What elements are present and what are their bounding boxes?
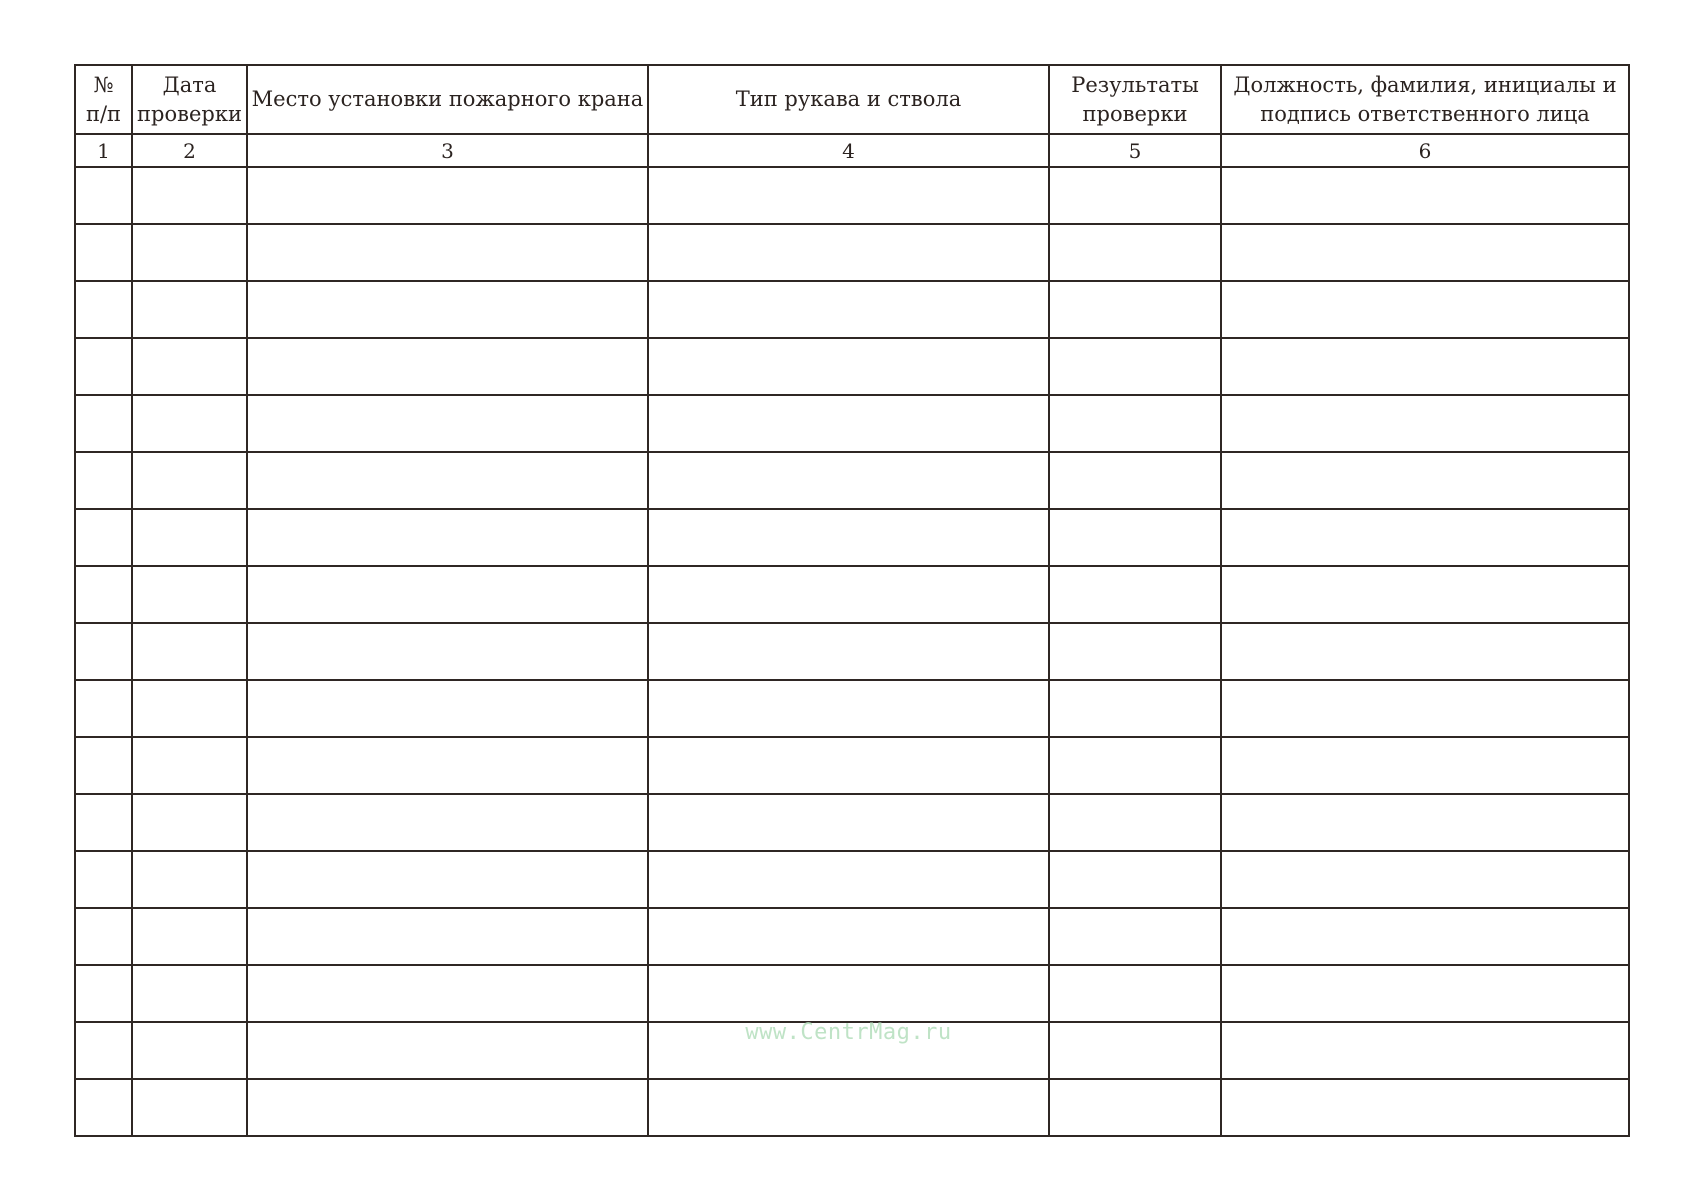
table-cell[interactable] <box>1049 452 1221 509</box>
table-cell[interactable] <box>75 509 132 566</box>
table-cell[interactable] <box>247 1079 648 1136</box>
table-cell[interactable] <box>1221 338 1629 395</box>
table-cell[interactable] <box>648 908 1049 965</box>
table-cell[interactable] <box>75 167 132 224</box>
table-cell[interactable] <box>1049 680 1221 737</box>
table-cell[interactable] <box>247 908 648 965</box>
table-cell[interactable] <box>75 965 132 1022</box>
table-cell[interactable] <box>75 623 132 680</box>
table-cell[interactable] <box>1221 167 1629 224</box>
table-cell[interactable] <box>1221 1079 1629 1136</box>
table-cell[interactable] <box>648 965 1049 1022</box>
table-cell[interactable] <box>247 167 648 224</box>
table-cell[interactable] <box>648 1079 1049 1136</box>
table-cell[interactable] <box>648 623 1049 680</box>
table-cell[interactable] <box>1221 623 1629 680</box>
table-cell[interactable] <box>247 566 648 623</box>
table-cell[interactable] <box>1049 737 1221 794</box>
table-row <box>75 965 1629 1022</box>
table-row <box>75 167 1629 224</box>
table-cell[interactable] <box>648 395 1049 452</box>
column-number: 6 <box>1221 134 1629 167</box>
table-row <box>75 680 1629 737</box>
table-row <box>75 281 1629 338</box>
header-cell-responsible: Должность, фамилия, инициалы и подпись ответственного лица <box>1221 65 1629 134</box>
table-cell[interactable] <box>648 851 1049 908</box>
table-cell[interactable] <box>132 908 247 965</box>
table-cell[interactable] <box>247 680 648 737</box>
table-cell[interactable] <box>132 1079 247 1136</box>
table-row <box>75 509 1629 566</box>
table-cell[interactable] <box>1221 452 1629 509</box>
table-cell[interactable] <box>648 281 1049 338</box>
table-cell[interactable] <box>648 680 1049 737</box>
column-number: 5 <box>1049 134 1221 167</box>
column-number-row <box>75 134 1629 167</box>
table-cell[interactable] <box>247 452 648 509</box>
table-cell[interactable] <box>75 1079 132 1136</box>
table-cell[interactable] <box>1221 737 1629 794</box>
table-cell[interactable] <box>132 509 247 566</box>
table-cell[interactable] <box>648 794 1049 851</box>
table-cell[interactable] <box>75 851 132 908</box>
table-cell[interactable] <box>132 965 247 1022</box>
table-cell[interactable] <box>1049 167 1221 224</box>
table-cell[interactable] <box>75 737 132 794</box>
table-cell[interactable] <box>247 224 648 281</box>
table-cell[interactable] <box>247 794 648 851</box>
table-body <box>75 167 1629 1136</box>
header-cell-date: Дата проверки <box>132 65 247 134</box>
table-cell[interactable] <box>1049 908 1221 965</box>
table-cell[interactable] <box>247 851 648 908</box>
table-cell[interactable] <box>247 338 648 395</box>
table-cell[interactable] <box>247 395 648 452</box>
header-row <box>75 65 1629 134</box>
table-cell[interactable] <box>1221 281 1629 338</box>
table-row <box>75 1079 1629 1136</box>
table-cell[interactable] <box>132 338 247 395</box>
table-row <box>75 395 1629 452</box>
table-row <box>75 851 1629 908</box>
table-cell[interactable] <box>247 737 648 794</box>
column-number: 1 <box>75 134 132 167</box>
table-cell[interactable] <box>247 623 648 680</box>
table-cell[interactable] <box>75 794 132 851</box>
table-cell[interactable] <box>75 452 132 509</box>
table-row <box>75 566 1629 623</box>
table-cell[interactable] <box>132 851 247 908</box>
table-cell[interactable] <box>1049 623 1221 680</box>
table-cell[interactable] <box>1049 566 1221 623</box>
table-cell[interactable] <box>132 281 247 338</box>
table-cell[interactable] <box>648 167 1049 224</box>
watermark: www.CentrMag.ru <box>745 1020 952 1045</box>
table-cell[interactable] <box>1049 851 1221 908</box>
fire-hydrant-inspection-table <box>74 64 1630 1137</box>
table-cell[interactable] <box>1049 224 1221 281</box>
table-cell[interactable] <box>247 281 648 338</box>
table-row <box>75 338 1629 395</box>
table-cell[interactable] <box>132 680 247 737</box>
table-cell[interactable] <box>1221 680 1629 737</box>
table-cell[interactable] <box>1049 395 1221 452</box>
table-cell[interactable] <box>648 452 1049 509</box>
table-cell[interactable] <box>648 224 1049 281</box>
table-cell[interactable] <box>648 509 1049 566</box>
table-cell[interactable] <box>132 452 247 509</box>
table-cell[interactable] <box>75 566 132 623</box>
table-cell[interactable] <box>132 395 247 452</box>
table-cell[interactable] <box>132 737 247 794</box>
table-cell[interactable] <box>1221 851 1629 908</box>
table-cell[interactable] <box>648 338 1049 395</box>
table-cell[interactable] <box>1221 908 1629 965</box>
table-row <box>75 737 1629 794</box>
table-cell[interactable] <box>648 737 1049 794</box>
table-cell[interactable] <box>1049 794 1221 851</box>
table-cell[interactable] <box>75 338 132 395</box>
table-cell[interactable] <box>1221 395 1629 452</box>
table-row <box>75 908 1629 965</box>
table-cell[interactable] <box>75 224 132 281</box>
header-cell-number: № п/п <box>75 65 132 134</box>
table-cell[interactable] <box>1049 338 1221 395</box>
table-row <box>75 623 1629 680</box>
table-cell[interactable] <box>1049 281 1221 338</box>
header-cell-results: Результаты проверки <box>1049 65 1221 134</box>
table-row <box>75 224 1629 281</box>
column-number: 3 <box>247 134 648 167</box>
table-cell[interactable] <box>1221 794 1629 851</box>
table-row <box>75 452 1629 509</box>
table-row <box>75 794 1629 851</box>
table-cell[interactable] <box>75 908 132 965</box>
table-cell[interactable] <box>1049 1079 1221 1136</box>
table-cell[interactable] <box>132 794 247 851</box>
column-number: 4 <box>648 134 1049 167</box>
table-cell[interactable] <box>1049 965 1221 1022</box>
table-cell[interactable] <box>1049 509 1221 566</box>
table-cell[interactable] <box>247 965 648 1022</box>
table-cell[interactable] <box>132 224 247 281</box>
table-cell[interactable] <box>648 566 1049 623</box>
header-cell-location: Место установки пожарного крана <box>247 65 648 134</box>
table-cell[interactable] <box>1221 224 1629 281</box>
table-cell[interactable] <box>1221 965 1629 1022</box>
table-cell[interactable] <box>132 566 247 623</box>
table-cell[interactable] <box>1221 566 1629 623</box>
table-cell[interactable] <box>1221 509 1629 566</box>
table-cell[interactable] <box>75 395 132 452</box>
table-cell[interactable] <box>132 623 247 680</box>
table-cell[interactable] <box>247 509 648 566</box>
header-cell-hose-type: Тип рукава и ствола <box>648 65 1049 134</box>
table-cell[interactable] <box>75 680 132 737</box>
column-number: 2 <box>132 134 247 167</box>
table-cell[interactable] <box>132 167 247 224</box>
table-cell[interactable] <box>75 281 132 338</box>
